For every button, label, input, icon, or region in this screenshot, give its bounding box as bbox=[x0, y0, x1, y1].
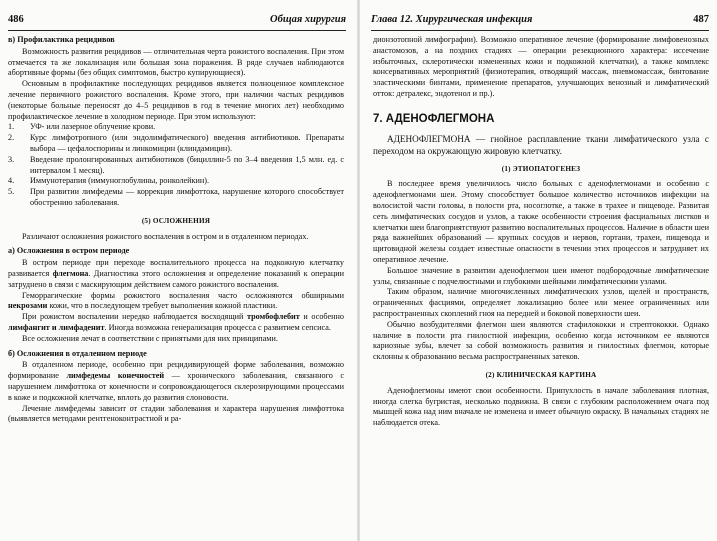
paragraph: Большое значение в развитии аденофлегмон шеи имеют подбородочные лимфатические узлы, связанные с подчелюстными и глубокими шейными лимфатическими узлами. bbox=[373, 265, 709, 286]
left-running-title: Общая хирургия bbox=[270, 14, 346, 25]
section-heading-clinical-picture: (2) КЛИНИЧЕСКАЯ КАРТИНА bbox=[485, 370, 597, 379]
right-page bbox=[359, 0, 717, 541]
right-running-title: Глава 12. Хирургическая инфекция bbox=[371, 14, 533, 25]
paragraph: Возможность развития рецидивов — отличительная черта рожистого воспаления. При этом отмечается та же локализация или большая зона поражения. В ряде случаев наблюдаются абортивные формы (без общих симптомов, быстро купирующиеся). bbox=[8, 46, 344, 78]
paragraph: Различают осложнения рожистого воспаления в остром и в отдаленном периодах. bbox=[22, 231, 309, 241]
paragraph: Таким образом, наличие многочисленных лимфатических узлов, щелей и пространств, ограниченных фасциями, определяет локализацию более или менее ограниченных или распространенных скоплений гноя на передней и боковой поверхности шеи. bbox=[373, 287, 709, 318]
paragraph: В остром периоде при переходе воспалительного процесса на подкожную клетчатку развивается флегмона. Диагностика этого осложнения и определение показаний к операции затруднено в связи с маскирующим действием самого рожистого воспаления. bbox=[8, 258, 344, 289]
paragraph: Все осложнения лечат в соответствии с принятыми для них принципами. bbox=[22, 333, 278, 343]
right-body bbox=[373, 35, 709, 429]
list-item: 1. УФ- или лазерное облучение крови. bbox=[8, 122, 156, 132]
paragraph: В последнее время увеличилось число больных с аденофлегмонами и особенно с аденофлегмонами шеи. Этому способствует большое количество источников инфекции на волосистой части головы, в полости рта, носоглотке, а также в трахее и пищеводе. Развитая сеть лимфатических сосудов и узлов, а также особенности строения фасциальных листков и клетчатки шеи благоприятствуют развитию воспалительных процессов. Наличие в области шеи ряда важнейших образований — крупных сосудов и нервов, гортани, трахеи, пищевода и щитовидной железы создает известные опасности в течении этих процессов и затрудняет их оперативное лечение. bbox=[373, 179, 709, 264]
section-heading-remote: б) Осложнения в отдаленном периоде bbox=[8, 348, 147, 358]
left-page bbox=[0, 0, 358, 541]
list-item: 2. Курс лимфотропного (или эндолимфатического) введения антибиотиков. Препараты выбора — цефалоспорины и линкомицин (клиндамицин). bbox=[8, 133, 344, 153]
definition-lead: АДЕНОФЛЕГМОНА — гнойное расплавление ткани лимфатического узла с переходом на окружающую жировую клетчатку. bbox=[373, 133, 709, 156]
section-heading-prevention: в) Профилактика рецидивов bbox=[8, 35, 115, 44]
paragraph: В отдаленном периоде, особенно при рецидивирующей форме заболевания, возможно формирование лимфедемы конечностей — хронического заболевания, связанного с нарушением лимфоттока от конечности и сопровождающегося склерозирующими процессами в коже и подкожной клетчатке, вплоть до развития слоновости. bbox=[8, 360, 344, 402]
left-body bbox=[8, 35, 344, 425]
paragraph: При рожистом воспалении нередко наблюдается восходящий тромбофлебит и особенно лимфангит и лимфаденит. Иногда возможна генерализация процесса с развитием сепсиса. bbox=[8, 312, 344, 332]
left-running-header bbox=[8, 14, 346, 30]
paragraph: Аденофлегмоны имеют свои особенности. Припухлость в начале заболевания плотная, иногда слегка бугристая, несколько подвижна. В связи с глубоким расположением очага под мышцей кожа над ним вначале не изменена и имеет обычную окраску. В начальных стадиях не наблюдается отека. bbox=[373, 385, 709, 428]
section-heading-acute: а) Осложнения в остром периоде bbox=[8, 246, 130, 256]
right-header-rule bbox=[371, 30, 709, 31]
paragraph: Геморрагические формы рожистого воспаления часто осложняются обширными некрозами кожи, что в последующем требует выполнения кожной пластики. bbox=[8, 290, 344, 311]
list-item: 3. Введение пролонгированных антибиотиков (бициллин-5 по 3–4 введения 1,5 млн. ед. с интервалом 1 месяц). bbox=[8, 154, 344, 175]
list-item: 5. При развитии лимфедемы — коррекция лимфоттока, нарушение которого способствует обострению заболевания. bbox=[8, 187, 344, 207]
paragraph: Лечение лимфедемы зависит от стадии заболевания и характера нарушения лимфоттока (выявляется методами рентгеноконтрастной и ра- bbox=[8, 403, 344, 424]
prevention-list bbox=[8, 122, 344, 208]
paragraph: Обычно возбудителями флегмон шеи являются стафилококки и стрептококки. Однако наличие в полости рта гнилостной инфекции, особенно когда источником ее являются кариозные зубы, влечет за собой возможность развития и гнилостных флегмон, которые склонны к образованию весьма распространенных затеков. bbox=[373, 319, 709, 362]
paragraph: Основным в профилактике последующих рецидивов является полноценное комплексное лечение первичного рожистого воспаления. Кроме этого, при наличии частых рецидивов (некоторые больные переносят до 4–5 рецидивов в год в течение многих лет) необходимо профилактическое лечение в холодном периоде. При этом используют: bbox=[8, 79, 344, 121]
left-header-rule bbox=[8, 30, 346, 31]
list-item: 4. Иммунотерапия (иммуноглобулины, ронколейкин). bbox=[8, 176, 210, 186]
right-page-number: 487 bbox=[693, 14, 709, 25]
right-running-header bbox=[371, 14, 709, 30]
paragraph: дионзотопной лимфографии). Возможно оперативное лечение (формирование лимфовенозных анастомозов, а на поздних стадиях — операции резекционного характера: иссечение избыточных, склеротически измененных кожи и подкожной клетчатки), а также комплекс консервативных мероприятий (физиотерапия, отводящий массаж, пневмомассаж, бинтование эластическими бинтами, применение препаратов, улучшающих венозный и лимфатический отток: детралекс, эндотенол и пр.). bbox=[373, 35, 709, 98]
chapter-heading: 7. АДЕНОФЛЕГМОНА bbox=[373, 112, 495, 125]
left-page-number: 486 bbox=[8, 14, 24, 25]
section-heading-complications: (5) ОСЛОЖНЕНИЯ bbox=[141, 216, 211, 225]
section-heading-etiopathogenesis: (1) ЭТИОПАТОГЕНЕЗ bbox=[501, 164, 581, 173]
